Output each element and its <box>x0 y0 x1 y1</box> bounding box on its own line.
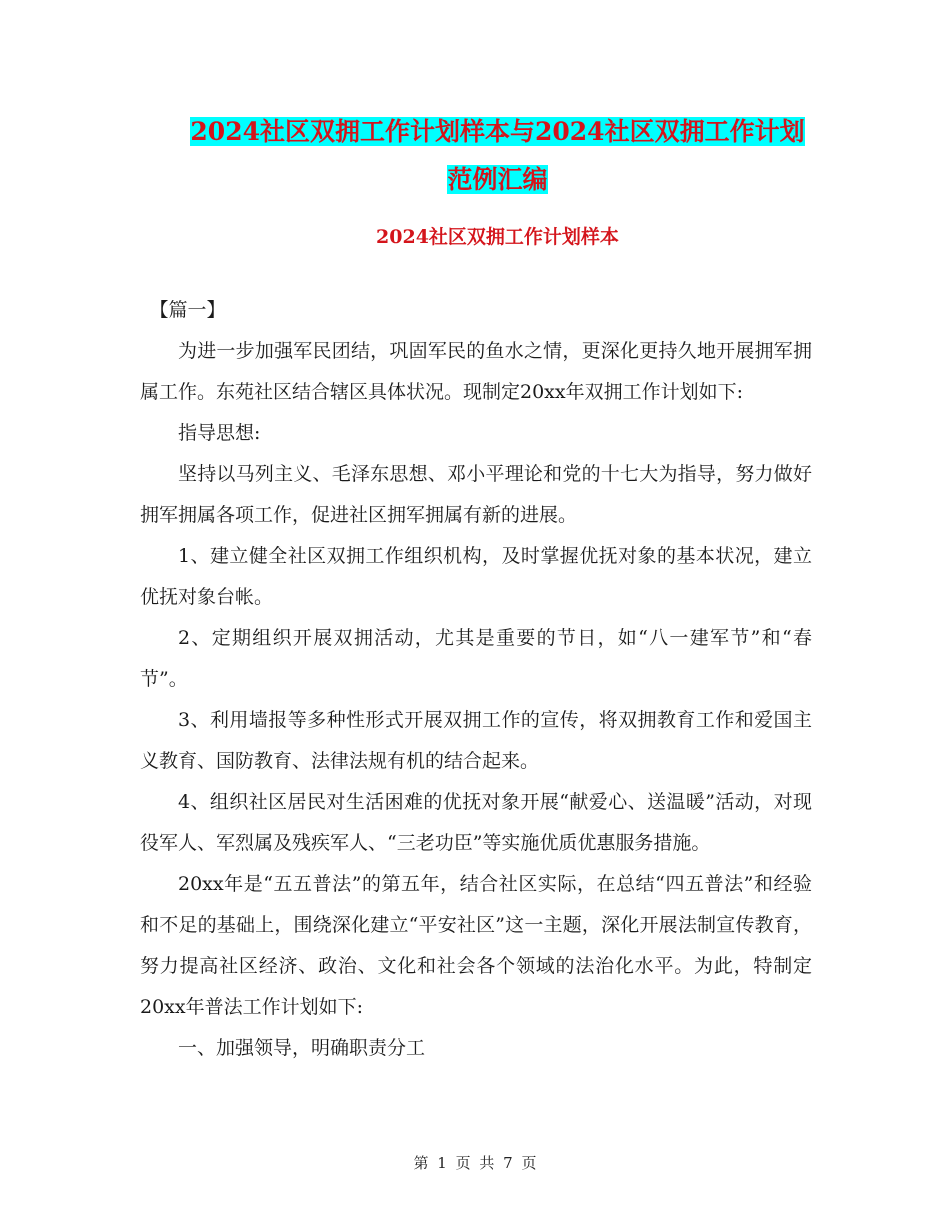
paragraph-item-4: 4、组织社区居民对生活困难的优抚对象开展“献爱心、送温暖”活动，对现役军人、军烈属及残疾军人、“三老功臣”等实施优质优惠服务措施。 <box>140 791 812 854</box>
paragraph-heading-guiding: 指导思想: <box>178 422 261 444</box>
paragraph-heading-leadership: 一、加强领导，明确职责分工 <box>178 1037 426 1059</box>
paragraph-item-1: 1、建立健全社区双拥工作组织机构，及时掌握优抚对象的基本状况，建立优抚对象台帐。 <box>140 545 812 608</box>
section-title: 2024社区双拥工作计划样本 <box>376 226 619 248</box>
title-line-1: 2024社区双拥工作计划样本与2024社区双拥工作计划 <box>190 117 805 146</box>
document-title <box>140 108 855 204</box>
paragraph-guiding: 坚持以马列主义、毛泽东思想、邓小平理论和党的十七大为指导，努力做好拥军拥属各项工作，促进社区拥军拥属有新的进展。 <box>140 463 812 526</box>
document-body <box>140 290 812 1069</box>
paragraph-marker: 【篇一】 <box>149 299 226 321</box>
paragraph-law-plan: 20xx年是“五五普法”的第五年，结合社区实际，在总结“四五普法”和经验和不足的基础上，围绕深化建立“平安社区”这一主题，深化开展法制宣传教育，努力提高社区经济、政治、文化和社会各个领域的法治化水平。为此，特制定20xx年普法工作计划如下: <box>140 873 812 1018</box>
paragraph-item-2: 2、定期组织开展双拥活动，尤其是重要的节日，如“八一建军节”和“春节”。 <box>140 627 812 690</box>
paragraph-item-3: 3、利用墙报等多种性形式开展双拥工作的宣传，将双拥教育工作和爱国主义教育、国防教育、法律法规有机的结合起来。 <box>140 709 812 772</box>
paragraph-intro: 为进一步加强军民团结，巩固军民的鱼水之情，更深化更持久地开展拥军拥属工作。东苑社区结合辖区具体状况。现制定20xx年双拥工作计划如下: <box>140 340 812 403</box>
page-footer: 第 1 页 共 7 页 <box>413 1154 537 1172</box>
title-line-2: 范例汇编 <box>447 165 548 194</box>
